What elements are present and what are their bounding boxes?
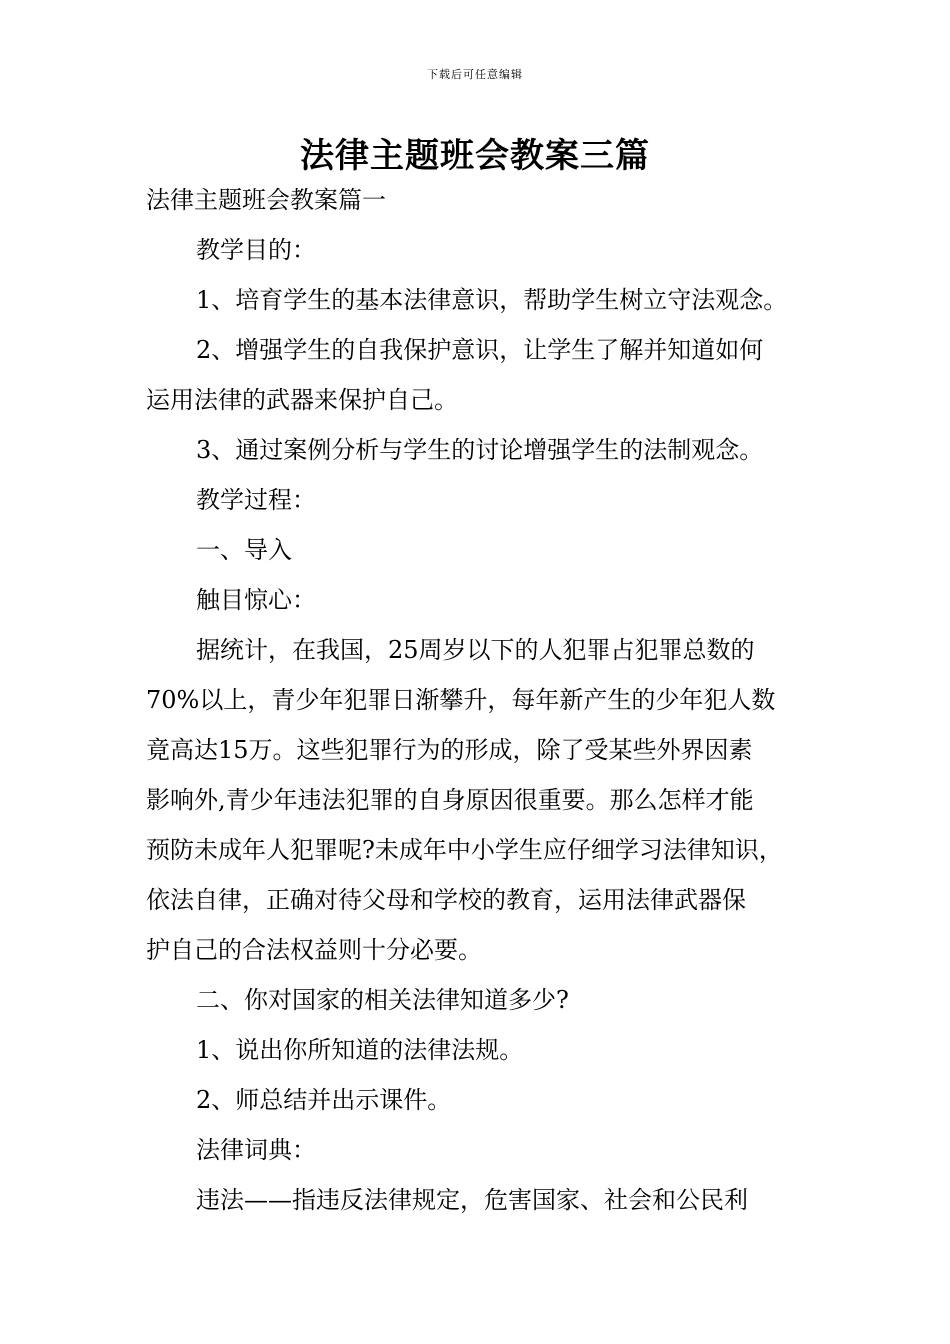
paragraph-line: 影响外,青少年违法犯罪的自身原因很重要。那么怎样才能 (146, 786, 754, 814)
paragraph-line: 3、通过案例分析与学生的讨论增强学生的法制观念。 (196, 436, 764, 464)
paragraph-line: 2、增强学生的自我保护意识，让学生了解并知道如何 (196, 336, 764, 364)
paragraph-line: 运用法律的武器来保护自己。 (146, 386, 458, 414)
paragraph-line: 违法——指违反法律规定，危害国家、社会和公民利 (196, 1186, 748, 1214)
paragraph-line: 一、导入 (196, 536, 292, 564)
paragraph-line: 竟高达15万。这些犯罪行为的形成，除了受某些外界因素 (146, 736, 753, 764)
paragraph-line: 70%以上，青少年犯罪日渐攀升，每年新产生的少年犯人数 (146, 686, 776, 714)
paragraph-line: 预防未成年人犯罪呢?未成年中小学生应仔细学习法律知识， (146, 836, 783, 864)
section-heading: 法律主题班会教案篇一 (146, 186, 386, 214)
paragraph-line: 1、培育学生的基本法律意识，帮助学生树立守法观念。 (196, 286, 788, 314)
paragraph-line: 据统计，在我国，25周岁以下的人犯罪占犯罪总数的 (196, 636, 755, 664)
paragraph-line: 触目惊心： (196, 586, 316, 614)
paragraph-line: 依法自律，正确对待父母和学校的教育，运用法律武器保 (146, 886, 746, 914)
paragraph-line: 教学目的： (196, 236, 316, 264)
document-title: 法律主题班会教案三篇 (300, 136, 650, 176)
paragraph-line: 护自己的合法权益则十分必要。 (146, 936, 482, 964)
paragraph-line: 二、你对国家的相关法律知道多少? (196, 986, 569, 1014)
paragraph-line: 2、师总结并出示课件。 (196, 1086, 452, 1114)
header-note: 下载后可任意编辑 (427, 68, 523, 81)
paragraph-line: 法律词典： (196, 1136, 316, 1164)
paragraph-line: 教学过程： (196, 486, 316, 514)
paragraph-line: 1、说出你所知道的法律法规。 (196, 1036, 524, 1064)
